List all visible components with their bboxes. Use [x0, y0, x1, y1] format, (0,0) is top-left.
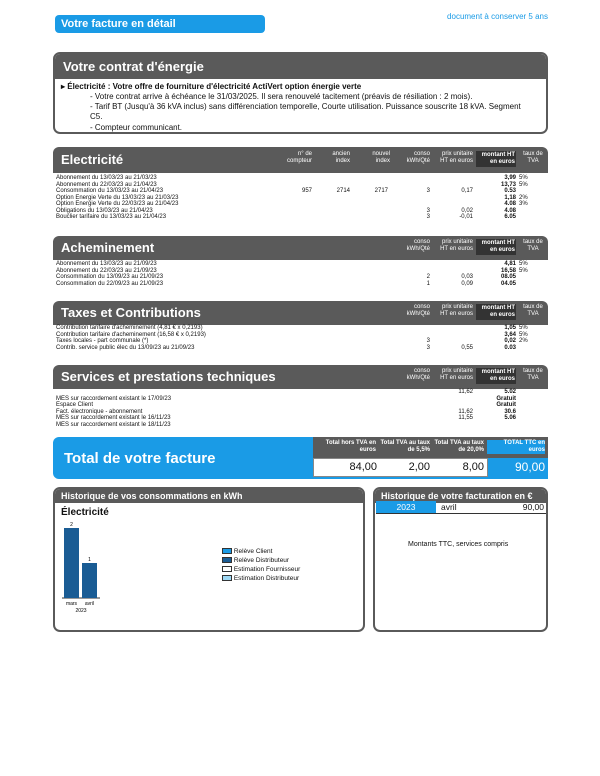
chart-legend — [222, 547, 300, 583]
row-label: Taxes locales - part communale (*) — [56, 338, 149, 344]
x-tick-label: avril — [84, 601, 95, 607]
bar-mars — [64, 528, 79, 598]
row-label: Contribution tarifaire d'acheminement (16,58 € x 0,2193) — [56, 331, 206, 338]
total-col-tva20: Total TVA au taux de 20,0% — [434, 440, 484, 453]
total-title: Total de votre facture — [64, 450, 216, 467]
row-tva: 5% — [519, 267, 528, 274]
row-nouvel: 2717 — [374, 188, 388, 194]
x-tick-label: mars — [65, 601, 78, 607]
ach-title: Acheminement — [61, 240, 155, 255]
row-conso: 1 — [426, 280, 430, 287]
col-pu: prix unitaire HT en euros — [440, 151, 473, 164]
legend-label: Estimation Fournisseur — [233, 566, 301, 573]
history-subtitle: Électricité — [61, 507, 109, 518]
row-label: Fact. électronique - abonnement — [56, 408, 143, 415]
row-label: Obligations du 13/03/23 au 21/04/23 — [56, 207, 153, 214]
row-ht: 08.05 — [500, 274, 516, 280]
row-label: Bouclier tarifaire du 13/03/23 au 21/04/23 — [56, 214, 167, 220]
services-title-bar — [53, 365, 548, 389]
bar-avril — [82, 563, 97, 598]
col-conso: conso kWh/Qté — [406, 368, 430, 381]
col-compteur: n° de compteur — [286, 151, 312, 164]
row-ht: Gratuit — [496, 395, 516, 402]
total-ht-value: 84,00 — [349, 461, 377, 473]
total-ttc-value: 90,00 — [514, 460, 545, 474]
col-ht: montant HT en euros — [476, 239, 516, 255]
total-col-tva55: Total TVA au taux de 5,5% — [380, 440, 430, 453]
bar-value-label: 1 — [88, 557, 91, 563]
col-pu: prix unitaire HT en euros — [440, 239, 473, 252]
row-label: Consommation du 13/09/23 au 21/09/23 — [56, 274, 164, 280]
col-ht: montant HT en euros — [476, 368, 516, 384]
row-conso: 2 — [426, 274, 430, 280]
legend-item — [222, 574, 300, 583]
row-pu: 0,55 — [461, 344, 473, 351]
legend-swatch — [222, 557, 232, 563]
col-ht: montant HT en euros — [476, 151, 516, 167]
col-pu: prix unitaire HT en euros — [440, 304, 473, 317]
row-label: MES sur raccordement existant le 17/09/23 — [56, 395, 172, 402]
col-tva: taux de TVA — [523, 239, 543, 252]
contract-box — [53, 52, 548, 134]
row-ht: 3,99 — [504, 175, 516, 181]
row-ht: 5.06 — [504, 415, 516, 421]
row-pu: 0,09 — [461, 280, 473, 287]
row-tva: 3% — [519, 201, 528, 207]
row-tva: 5% — [519, 261, 528, 267]
total-tva55-value: 2,00 — [408, 461, 430, 473]
row-label: Abonnement du 13/03/23 au 21/09/23 — [56, 261, 157, 267]
legend-label: Relève Client — [233, 548, 273, 555]
row-label: Consommation du 13/03/23 au 21/04/23 — [56, 188, 164, 194]
billing-note: Montants TTC, services compris — [408, 541, 509, 548]
row-ht: 5.02 — [504, 389, 516, 395]
row-ht: 4.08 — [504, 201, 516, 207]
row-label: Abonnement du 22/03/23 au 21/04/23 — [56, 181, 157, 188]
row-pu: 0,17 — [461, 188, 473, 194]
section-pill-title: Votre facture en détail — [55, 15, 265, 33]
row-label: Consommation du 22/09/23 au 21/09/23 — [56, 280, 164, 287]
row-label: Abonnement du 13/03/23 au 21/03/23 — [56, 175, 157, 181]
row-pu: 11,62 — [458, 389, 473, 395]
billing-month: avril — [441, 502, 457, 512]
row-label: MES sur raccordement existant le 16/11/23 — [56, 415, 171, 421]
row-pu: 0,03 — [461, 274, 473, 280]
row-ht: 0.03 — [504, 344, 516, 351]
legend-label: Estimation Distributeur — [233, 575, 300, 582]
row-label: Contribution tarifaire d'acheminement (4,81 € x 0,2193) — [56, 325, 203, 331]
col-ancien: ancien index — [332, 151, 350, 164]
row-label: MES sur raccordement existant le 18/11/23 — [56, 421, 171, 428]
row-ht: 6.05 — [504, 214, 516, 220]
row-ht: 16,58 — [500, 267, 516, 274]
total-col-ht: Total hors TVA en euros — [325, 440, 376, 453]
row-tva: 5% — [519, 325, 528, 331]
row-ht: 04.05 — [500, 280, 516, 287]
bar-value-label: 2 — [70, 522, 73, 528]
row-compteur: 957 — [301, 188, 312, 194]
row-ht: 4.08 — [504, 207, 516, 214]
contract-offer — [55, 79, 546, 91]
row-ht: 0.53 — [504, 188, 516, 194]
col-conso: conso kWh/Qté — [406, 239, 430, 252]
contract-line: - Votre contrat arrive à échéance le 31/03/2025. Il sera renouvelé tacitement (préavis de résiliation : 2 mois). — [90, 92, 473, 101]
row-conso: 3 — [426, 338, 430, 344]
col-conso: conso kWh/Qté — [406, 304, 430, 317]
consumption-chart — [60, 520, 110, 620]
taxes-title: Taxes et Contributions — [61, 305, 201, 320]
row-ht: 13,73 — [500, 181, 516, 188]
row-ht: 3,64 — [504, 331, 516, 338]
billing-underline — [376, 513, 546, 514]
row-conso: 3 — [426, 214, 430, 220]
ach-title-bar — [53, 236, 548, 260]
row-ht: 1,05 — [504, 325, 516, 331]
row-conso: 3 — [426, 344, 430, 351]
offer-text: Électricité : Votre offre de fourniture d'électricité ActiVert option énergie verte — [67, 82, 362, 91]
row-ht: 0,02 — [504, 338, 516, 344]
legend-item — [222, 556, 300, 565]
row-conso: 3 — [426, 188, 430, 194]
x-axis-year: 2023 — [75, 608, 87, 614]
taxes-title-bar — [53, 301, 548, 325]
billing-row — [376, 501, 546, 513]
row-tva: 5% — [519, 175, 528, 181]
col-pu: prix unitaire HT en euros — [440, 368, 473, 381]
total-tva20-value: 8,00 — [462, 461, 484, 473]
legend-item — [222, 565, 300, 574]
contract-line: - Tarif BT (Jusqu'à 36 kVA inclus) sans différenciation temporelle, Courte utilisation. Puissance souscrite 18 kVA. Segment C5. — [90, 102, 521, 121]
row-ht: 4,81 — [504, 261, 516, 267]
row-ht: 30.6 — [504, 408, 516, 415]
row-ht: Gratuit — [496, 402, 516, 408]
contract-title: Votre contrat d'énergie — [55, 54, 546, 79]
legend-item — [222, 547, 300, 556]
legend-label: Relève Distributeur — [233, 557, 290, 564]
col-conso: conso kWh/Qté — [406, 151, 430, 164]
row-tva: 5% — [519, 181, 528, 188]
legend-swatch — [222, 575, 232, 581]
col-ht: montant HT en euros — [476, 304, 516, 320]
row-label: Contrib. service public élec du 13/09/23 au 21/09/23 — [56, 344, 195, 351]
contract-line: - Compteur communicant. — [90, 123, 183, 132]
row-conso: 3 — [426, 207, 430, 214]
row-pu: -0,01 — [459, 214, 473, 220]
row-pu: 0,02 — [461, 207, 473, 214]
row-pu: 11,62 — [458, 408, 473, 415]
col-tva: taux de TVA — [523, 368, 543, 381]
row-label: Option Energie Verte du 22/03/23 au 21/04/23 — [56, 201, 179, 207]
services-title: Services et prestations techniques — [61, 369, 276, 384]
history-title: Historique de vos consommations en kWh — [55, 489, 363, 503]
total-col-ttc: TOTAL TTC en euros — [487, 440, 545, 454]
row-tva: 5% — [519, 331, 528, 338]
billing-title: Historique de votre facturation en € — [375, 489, 546, 503]
col-tva: taux de TVA — [523, 304, 543, 317]
triangle-icon: ▸ — [61, 82, 68, 91]
billing-amount: 90,00 — [522, 502, 544, 512]
row-tva: 2% — [519, 338, 528, 344]
row-tva: 2% — [519, 194, 528, 201]
billing-year: 2023 — [376, 501, 436, 513]
row-ancien: 2714 — [336, 188, 350, 194]
col-nouvel: nouvel index — [372, 151, 390, 164]
elec-title: Electricité — [61, 152, 124, 167]
row-pu: 11,55 — [458, 415, 473, 421]
row-ht: 1,18 — [504, 194, 516, 201]
row-label: Option Energie Verte du 13/03/23 au 21/03/23 — [56, 194, 179, 201]
keep-note: document à conserver 5 ans — [447, 12, 548, 21]
legend-swatch — [222, 548, 232, 554]
row-label: Abonnement du 22/03/23 au 21/09/23 — [56, 267, 157, 274]
legend-swatch — [222, 566, 232, 572]
col-tva: taux de TVA — [523, 151, 543, 164]
row-label: Espace Client — [56, 402, 94, 408]
